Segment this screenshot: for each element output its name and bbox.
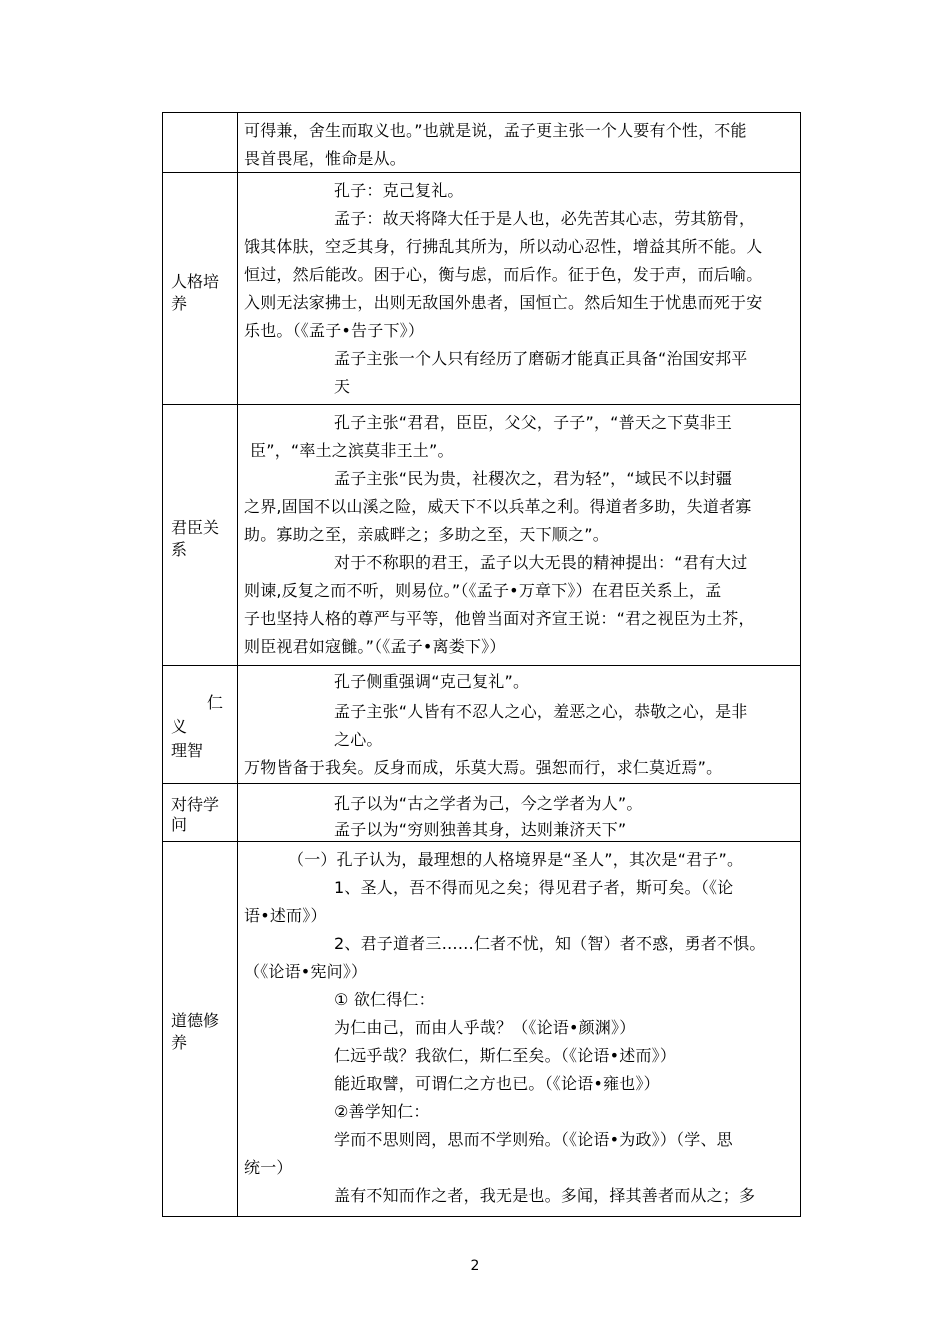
text-line: ②善学知仁： (334, 1102, 430, 1121)
row-content-cell (238, 405, 801, 666)
row-label: 养 (171, 294, 188, 313)
text-line: 入则无法家拂士，出则无敌国外患者，国恒亡。然后知生于忧患而死于安 (244, 293, 763, 312)
text-line: 则臣视君如寇雠。”（《孟子•离娄下》） (244, 637, 506, 656)
text-line: 乐也。（《孟子•告子下》） (244, 321, 425, 340)
row-label: 养 (171, 1033, 188, 1052)
text-line: 语•述而》） (244, 906, 327, 925)
row-label: 道德修 (171, 1011, 220, 1030)
table-row (163, 784, 801, 842)
text-line: 1、圣人，吾不得而见之矣；得见君子者，斯可矣。（《论 (334, 878, 734, 897)
text-line: 之界,固国不以山溪之险，威天下不以兵革之利。得道者多助，失道者寡 (244, 497, 752, 516)
text-line: 之心。 (334, 730, 383, 749)
text-line: 仁远乎哉？我欲仁，斯仁至矣。（《论语•述而》） (334, 1046, 677, 1065)
row-label: 对待学 (171, 795, 220, 814)
row-label: 问 (171, 815, 188, 834)
text-line: 畏首畏尾，惟命是从。 (244, 149, 407, 168)
text-line: 孟子：故天将降大任于是人也，必先苦其心志，劳其筋骨， (334, 209, 756, 228)
text-line: 万物皆备于我矣。反身而成，乐莫大焉。强恕而行，求仁莫近焉”。 (244, 758, 723, 777)
text-line: 饿其体肤，空乏其身，行拂乱其所为，所以动心忍性，增益其所不能。人 (244, 237, 763, 256)
text-line: 孟子主张“人皆有不忍人之心，羞恶之心，恭敬之心，是非 (334, 702, 748, 721)
table-row (163, 666, 801, 784)
row-label-cell (163, 173, 238, 405)
text-line: 学而不思则罔，思而不学则殆。（《论语•为政》）（学、思 (334, 1130, 733, 1149)
row-label-cell (163, 405, 238, 666)
text-line: 孔子以为“古之学者为己，今之学者为人”。 (334, 794, 643, 813)
text-line: 则谏,反复之而不听，则易位。”（《孟子•万章下》）在君臣关系上，孟 (244, 581, 722, 600)
content-table (162, 112, 801, 1217)
row-content-cell (238, 173, 801, 405)
page-number: 2 (470, 1258, 480, 1274)
text-line: 孟子主张一个人只有经历了磨砺才能真正具备“治国安邦平 (334, 349, 748, 368)
text-line: 孟子以为“穷则独善其身，达则兼济天下” (334, 820, 627, 839)
text-line: （一）孔子认为，最理想的人格境界是“圣人”，其次是“君子”。 (288, 850, 744, 869)
text-line: 为仁由己，而由人乎哉？（《论语•颜渊》） (334, 1018, 636, 1037)
row-content-cell (238, 784, 801, 842)
text-line: 盖有不知而作之者，我无是也。多闻，择其善者而从之；多 (334, 1186, 756, 1205)
text-line: 孟子主张“民为贵，社稷次之，君为轻”，“域民不以封疆 (334, 469, 733, 488)
table-row (163, 113, 801, 173)
row-label: 仁 (207, 693, 224, 712)
row-label-cell (163, 113, 238, 173)
table-row (163, 405, 801, 666)
row-label-cell (163, 842, 238, 1217)
row-content-cell (238, 842, 801, 1217)
row-label: 义 (171, 717, 188, 736)
row-content-cell (238, 113, 801, 173)
text-line: 统一） (244, 1158, 293, 1177)
row-label: 理智 (171, 741, 204, 760)
row-label: 系 (171, 540, 188, 559)
text-line: 臣”，“率土之滨莫非王土”。 (250, 441, 454, 460)
text-line: 2、君子道者三……仁者不忧，知（智）者不惑，勇者不惧。 (334, 934, 766, 953)
text-line: 助。寡助之至，亲戚畔之；多助之至，天下顺之”。 (244, 525, 609, 544)
text-line: 子也坚持人格的尊严与平等，他曾当面对齐宣王说：“君之视臣为土芥， (244, 609, 755, 628)
row-label-cell (163, 666, 238, 784)
text-line: （《论语•宪问》） (244, 962, 368, 981)
text-line: 孔子侧重强调“克己复礼”。 (334, 672, 530, 691)
text-line: 恒过，然后能改。困于心，衡与虑，而后作。征于色，发于声，而后喻。 (244, 265, 763, 284)
text-line: 可得兼，舍生而取义也。”也就是说，孟子更主张一个人要有个性，不能 (244, 121, 747, 140)
table-row (163, 842, 801, 1217)
text-line: 天 (334, 377, 351, 396)
row-label: 君臣关 (171, 518, 220, 537)
row-label: 人格培 (171, 272, 220, 291)
text-line: 孔子：克己复礼。 (334, 181, 464, 200)
text-line: 能近取譬，可谓仁之方也已。（《论语•雍也》） (334, 1074, 660, 1093)
text-line: 对于不称职的君王，孟子以大无畏的精神提出：“君有大过 (334, 553, 748, 572)
text-line: 孔子主张“君君，臣臣，父父，子子”，“普天之下莫非王 (334, 413, 733, 432)
table-row (163, 173, 801, 405)
row-content-cell (238, 666, 801, 784)
row-label-cell (163, 784, 238, 842)
text-line: ① 欲仁得仁： (334, 990, 435, 1009)
